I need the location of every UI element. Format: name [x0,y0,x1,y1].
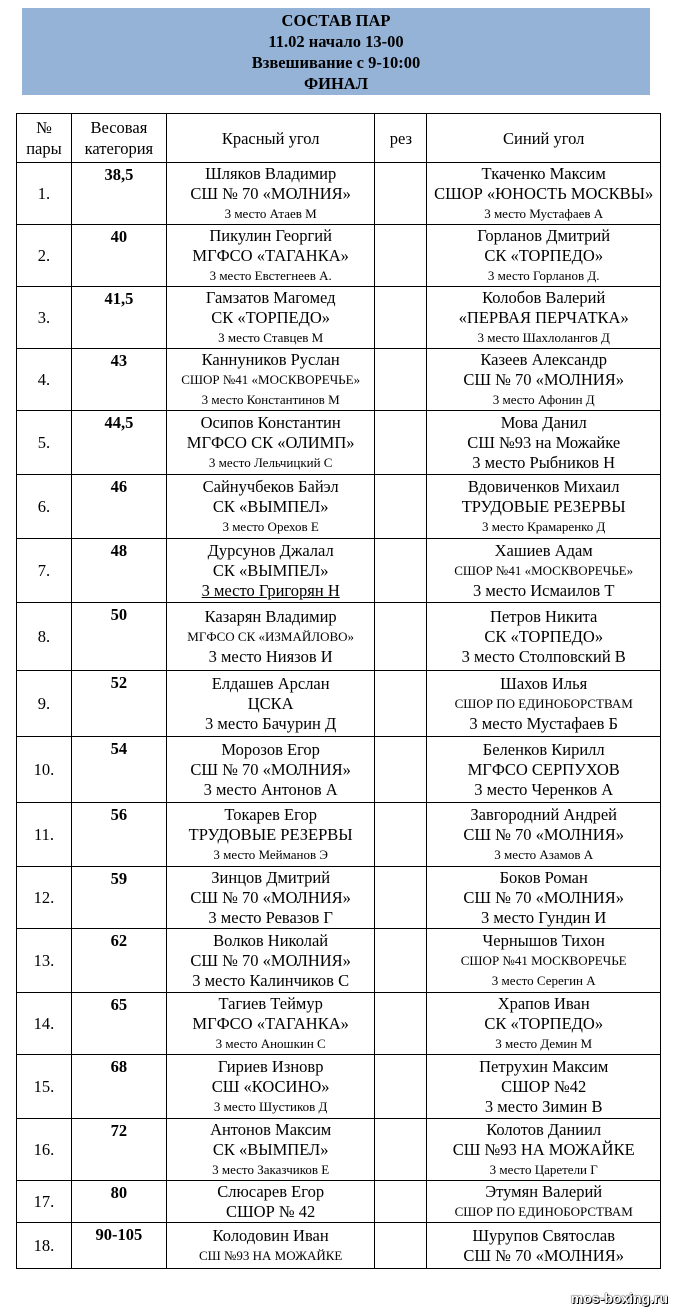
red-corner-cell [166,993,375,1055]
club-name: МГФСО «ТАГАНКА» [192,1013,349,1033]
result-cell [375,475,427,539]
athlete-name: Сайнучбеков Байэл [202,476,339,496]
club-name: СШОР ПО ЕДИНОБОРСТВАМ [454,695,633,711]
club-name: СК «ВЫМПЕЛ» [212,496,329,516]
pair-number: 4. [17,349,72,411]
club-name: СШ № 70 «МОЛНИЯ» [463,369,624,389]
third-place: 3 место Рыбников Н [472,452,616,472]
result-cell [375,411,427,475]
weight-category: 80 [71,1181,166,1223]
athlete-name: Гириев Изновр [217,1056,324,1076]
third-place: 3 место Атаев М [224,205,317,221]
weight-category: 40 [71,225,166,287]
table-row [17,287,661,349]
result-cell [375,539,427,603]
pair-number: 8. [17,603,72,671]
athlete-name: Петрухин Максим [479,1056,609,1076]
pair-number: 10. [17,737,72,803]
red-corner-cell [166,603,375,671]
table-row [17,1119,661,1181]
club-name: СШ № 70 «МОЛНИЯ» [190,183,351,203]
third-place: 3 место Зимин В [484,1096,603,1116]
athlete-name: Мова Данил [500,412,587,432]
club-name: СШ № 70 «МОЛНИЯ» [190,887,351,907]
athlete-name: Колобов Валерий [482,287,606,307]
red-corner-cell [166,411,375,475]
athlete-name: Елдашев Арслан [211,673,330,693]
result-cell [375,225,427,287]
watermark: mos-boxing.ru [570,1290,668,1306]
third-place: 3 место Горланов Д. [487,267,600,283]
blue-corner-cell [427,287,661,349]
table-row [17,1181,661,1223]
title-banner [22,8,650,95]
result-cell [375,1181,427,1223]
club-name: МГФСО СК «ОЛИМП» [186,432,355,452]
club-name: ЦСКА [247,693,294,713]
athlete-name: Тагиев Теймур [218,993,323,1013]
red-corner-cell [166,1055,375,1119]
red-corner-cell [166,1119,375,1181]
athlete-name: Колотов Даниил [486,1119,602,1139]
red-corner-cell [166,225,375,287]
club-name: МГФСО СК «ИЗМАЙЛОВО» [187,628,355,644]
club-name: СК «ТОРПЕДО» [484,626,604,646]
result-cell [375,287,427,349]
blue-corner-cell [427,737,661,803]
club-name: СШ №93 НА МОЖАЙКЕ [452,1139,635,1159]
weight-category: 41,5 [71,287,166,349]
weight-category: 50 [71,603,166,671]
weight-category: 59 [71,867,166,929]
pair-number: 18. [17,1223,72,1269]
table-row [17,475,661,539]
third-place: 3 место Мустафаев А [484,205,604,221]
club-name: МГФСО СЕРПУХОВ [467,759,620,779]
red-corner-cell [166,671,375,737]
athlete-name: Шахов Илья [500,673,588,693]
pair-number: 1. [17,163,72,225]
red-corner-cell [166,475,375,539]
pair-number: 6. [17,475,72,539]
club-name: ТРУДОВЫЕ РЕЗЕРВЫ [188,824,353,844]
club-name: СШ № 70 «МОЛНИЯ» [190,759,351,779]
third-place: 3 место Мустафаев Б [469,713,618,733]
athlete-name: Дурсунов Джалал [207,540,334,560]
athlete-name: Завгородний Андрей [470,804,617,824]
date-start: 11.02 начало 13-00 [268,32,404,51]
result-cell [375,1055,427,1119]
pair-number: 17. [17,1181,72,1223]
club-name: СШ № 70 «МОЛНИЯ» [190,950,351,970]
third-place: 3 место Шустиков Д [213,1098,328,1114]
club-name: СШОР № 42 [226,1201,316,1221]
third-place: 3 место Серегин А [491,972,596,988]
table-row [17,803,661,867]
athlete-name: Каннуников Руслан [201,349,340,369]
blue-corner-cell [427,1119,661,1181]
third-place: 3 место Азамов А [494,846,594,862]
blue-corner-cell [427,1181,661,1223]
third-place: 3 место Шахлолангов Д [477,329,610,345]
third-place: 3 место Бачурин Д [205,713,337,733]
result-cell [375,803,427,867]
third-place: 3 место Заказчиков Е [212,1161,330,1177]
blue-corner-cell [427,929,661,993]
table-row [17,993,661,1055]
red-corner-cell [166,349,375,411]
pair-number: 2. [17,225,72,287]
weight-category: 48 [71,539,166,603]
pair-number: 7. [17,539,72,603]
blue-corner-cell [427,349,661,411]
blue-corner-cell [427,603,661,671]
athlete-name: Казарян Владимир [204,606,337,626]
table-row [17,737,661,803]
pair-number: 16. [17,1119,72,1181]
table-row [17,929,661,993]
blue-corner-cell [427,803,661,867]
athlete-name: Казеев Александр [480,349,607,369]
athlete-name: Храпов Иван [497,993,590,1013]
stage: ФИНАЛ [303,74,369,93]
athlete-name: Пикулин Георгий [209,225,332,245]
pair-number: 3. [17,287,72,349]
red-corner-cell [166,163,375,225]
result-cell [375,349,427,411]
weight-category: 43 [71,349,166,411]
club-name: СШ №93 НА МОЖАЙКЕ [198,1247,343,1263]
club-name: СК «ТОРПЕДО» [484,245,604,265]
third-place: 3 место Орехов Е [222,518,319,534]
club-name: СШ «КОСИНО» [211,1076,330,1096]
table-row [17,1223,661,1269]
third-place: 3 место Ревазов Г [208,907,333,927]
third-place: 3 место Столповский В [461,646,626,666]
blue-corner-cell [427,1055,661,1119]
result-cell [375,1223,427,1269]
result-cell [375,929,427,993]
col-weight: Весовая категория [71,114,166,163]
club-name: СШОР ПО ЕДИНОБОРСТВАМ [454,1203,633,1219]
athlete-name: Вдовиченков Михаил [467,476,620,496]
third-place: 3 место Антонов А [203,779,338,799]
athlete-name: Токарев Егор [224,804,317,824]
club-name: «ПЕРВАЯ ПЕРЧАТКА» [458,307,629,327]
athlete-name: Гамзатов Магомед [205,287,336,307]
athlete-name: Этумян Валерий [485,1181,603,1201]
club-name: СШ № 70 «МОЛНИЯ» [463,824,624,844]
athlete-name: Зинцов Дмитрий [211,867,331,887]
third-place: 3 место Мейманов Э [213,846,328,862]
blue-corner-cell [427,993,661,1055]
table-row [17,539,661,603]
col-result: рез [375,114,427,163]
third-place: 3 место Афонин Д [492,391,595,407]
table-row [17,671,661,737]
third-place: 3 место Ниязов И [208,646,333,666]
col-pair-number: № пары [17,114,72,163]
athlete-name: Осипов Константин [200,412,341,432]
weight-category: 56 [71,803,166,867]
weight-category: 65 [71,993,166,1055]
club-name: МГФСО «ТАГАНКА» [192,245,349,265]
club-name: СК «ТОРПЕДО» [211,307,331,327]
pair-number: 15. [17,1055,72,1119]
weight-category: 52 [71,671,166,737]
red-corner-cell [166,539,375,603]
weight-category: 38,5 [71,163,166,225]
pair-number: 12. [17,867,72,929]
blue-corner-cell [427,475,661,539]
title: СОСТАВ ПАР [281,11,391,30]
athlete-name: Морозов Егор [221,739,320,759]
blue-corner-cell [427,163,661,225]
third-place: 3 место Ставцев М [218,329,324,345]
table-row [17,349,661,411]
pair-number: 14. [17,993,72,1055]
club-name: СШОР №41 «МОСКВОРЕЧЬЕ» [454,562,634,578]
athlete-name: Антонов Максим [210,1119,332,1139]
club-name: СШ № 70 «МОЛНИЯ» [463,887,624,907]
blue-corner-cell [427,671,661,737]
club-name: СК «ВЫМПЕЛ» [212,560,329,580]
athlete-name: Петров Никита [489,606,598,626]
result-cell [375,1119,427,1181]
weight-category: 44,5 [71,411,166,475]
club-name: СШОР №41 МОСКВОРЕЧЬЕ [460,952,627,968]
third-place: 3 место Демин М [495,1035,593,1051]
blue-corner-cell [427,1223,661,1269]
result-cell [375,603,427,671]
third-place: 3 место Калинчиков С [192,970,350,990]
club-name: СШОР №41 «МОСКВОРЕЧЬЕ» [181,371,361,387]
weight-category: 90-105 [71,1223,166,1269]
athlete-name: Хашиев Адам [494,540,593,560]
blue-corner-cell [427,867,661,929]
athlete-name: Чернышов Тихон [482,930,605,950]
athlete-name: Колодовин Иван [212,1225,329,1245]
table-row [17,603,661,671]
third-place: 3 место Лельчицкий С [208,454,333,470]
weight-category: 62 [71,929,166,993]
red-corner-cell [166,803,375,867]
club-name: ТРУДОВЫЕ РЕЗЕРВЫ [461,496,626,516]
pair-number: 13. [17,929,72,993]
athlete-name: Шляков Владимир [205,163,337,183]
weigh-in: Взвешивание с 9-10:00 [251,53,421,72]
third-place: 3 место Крамаренко Д [481,518,606,534]
athlete-name: Горланов Дмитрий [477,225,611,245]
club-name: СШОР №42 [501,1076,587,1096]
pair-number: 5. [17,411,72,475]
table-row [17,1055,661,1119]
weight-category: 46 [71,475,166,539]
club-name: СШ № 70 «МОЛНИЯ» [463,1245,624,1265]
red-corner-cell [166,929,375,993]
third-place: 3 место Григорян Н [201,580,340,600]
club-name: СК «ТОРПЕДО» [484,1013,604,1033]
table-header [17,114,661,163]
col-red-corner: Красный угол [166,114,375,163]
table-row [17,163,661,225]
weight-category: 68 [71,1055,166,1119]
blue-corner-cell [427,411,661,475]
third-place: 3 место Евстегнеев А. [209,267,332,283]
third-place: 3 место Черенков А [474,779,614,799]
weight-category: 72 [71,1119,166,1181]
result-cell [375,737,427,803]
athlete-name: Беленков Кирилл [482,739,605,759]
table-row [17,225,661,287]
athlete-name: Ткаченко Максим [481,163,606,183]
blue-corner-cell [427,225,661,287]
table-row [17,411,661,475]
third-place: 3 место Гундин И [481,907,607,927]
red-corner-cell [166,737,375,803]
athlete-name: Боков Роман [499,867,588,887]
third-place: 3 место Царетели Г [489,1161,598,1177]
table-row [17,867,661,929]
result-cell [375,867,427,929]
third-place: 3 место Константинов М [201,391,340,407]
result-cell [375,163,427,225]
blue-corner-cell [427,539,661,603]
red-corner-cell [166,867,375,929]
club-name: СШ №93 на Можайке [467,432,621,452]
club-name: СШОР «ЮНОСТЬ МОСКВЫ» [434,183,654,203]
red-corner-cell [166,287,375,349]
athlete-name: Волков Николай [213,930,329,950]
athlete-name: Слюсарев Егор [217,1181,325,1201]
result-cell [375,993,427,1055]
third-place: 3 место Исмаилов Т [472,580,615,600]
result-cell [375,671,427,737]
club-name: СК «ВЫМПЕЛ» [212,1139,329,1159]
third-place: 3 место Аношкин С [215,1035,326,1051]
pair-number: 11. [17,803,72,867]
weight-category: 54 [71,737,166,803]
col-blue-corner: Синий угол [427,114,661,163]
red-corner-cell [166,1181,375,1223]
pairs-table [16,113,661,1269]
pair-number: 9. [17,671,72,737]
red-corner-cell [166,1223,375,1269]
athlete-name: Шурупов Святослав [472,1225,616,1245]
